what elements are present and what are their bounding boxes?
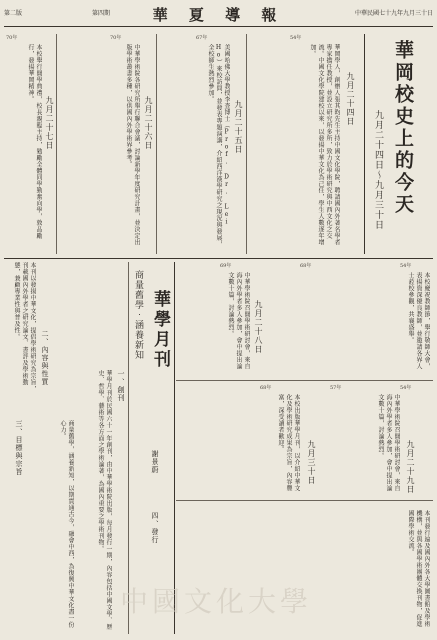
year-tag: 67年 [196,35,208,41]
entry-date: 九月二十五日 [234,100,243,154]
year-tag: 54年 [400,263,412,269]
year-tag: 54年 [290,35,302,41]
magazine-headline: 華學月刊 [150,290,170,370]
entry-text: 中華學術院各研究所舉行聯合會議，討論新學年度研究計畫，並決定出版學術叢書多種，以供國內外學術界參考。 [125,44,140,246]
watermark: 中國文化大學 [120,585,313,618]
entry-date: 九月二十六日 [144,96,153,150]
issue-number: 第四期 [92,10,111,17]
section-label: 二、內容與性質 [41,330,49,386]
entry-date: 九月二十八日 [254,300,263,354]
masthead: 華 夏 導 報 [152,6,285,24]
entry-text: 本校慶祝教師節，舉行敬師大會，表揚資深優良教師，並邀請各界人士蒞校參觀，共襄盛舉。 [407,272,430,370]
year-tag: 68年 [300,263,312,269]
section-text: 商量舊學，涵養新知，以期貫通古今，融會中西，為復興中華文化盡一份心力。 [59,420,74,628]
feature-date-range: 九月二十四日～九月三十日 [373,110,383,230]
section-label: 四、發行 [151,512,159,544]
section-text: 本刊以發揚中華文化，提倡學術研究為宗旨，刊載國內外學者之研究論文、書評及學術動態，兼顧專業性與普及性。 [13,262,36,392]
feature-title: 華岡校史上的今天 [392,40,414,216]
magazine-author: 謝景蔚 [151,450,159,474]
year-tag: 68年 [260,385,272,391]
year-tag: 70年 [6,35,18,41]
entry-date: 九月二十四日 [346,72,355,126]
page-label: 第二版 [4,10,23,17]
year-tag: 54年 [400,385,412,391]
magazine-tagline: 商量舊學‧涵養新知 [133,270,143,360]
entry-date: 九月二十九日 [406,440,415,494]
page-header [4,4,433,27]
entry-date: 九月二十七日 [45,96,54,150]
year-tag: 57年 [330,385,342,391]
entry-text: 本校舉行開學典禮，校長親臨主持，勉勵全體同學勤奮向學，敦品勵行，發揚華岡精神。 [27,44,42,239]
publication-date: 中華民國七十九年九月三十日 [354,10,433,17]
entry-text: 本校出版華學月刊，以介紹中華文化及學術研究成果為宗旨，內容豐富，深受讀者歡迎。 [277,394,300,492]
section-label: 三、目標與宗旨 [15,420,23,476]
entry-text: 美國哈佛大學教授李查博士（Prof. Dr. Lei Ho）來校訪問，並發表專題演講，介紹西洋漢學研究之現況與發展，全校師生熱烈參加。 [207,44,230,248]
year-tag: 70年 [110,35,122,41]
entry-text: 中華學術院召開學術研討會，來自海內外學者多人參加，會中提出論文數十篇，討論熱烈。 [377,394,400,492]
section-text: 華學月刊於民國六十一年創刊，由中華學術院出版，每月發行一期，內容包括中國文學、歷史、哲學、藝術等各方面之學術論著，為國內重要之學術刊物。 [97,370,112,630]
section-label: 一、創刊 [117,370,125,402]
entry-text: 華岡學人，創辦人張其昀先生主持中國文化學院，聘請國內外著名學者專家擔任教授，並設立研究所多所，致力於學術研究與中西文化之交流。中國文化學院建校以來，以發揚中華文化為己任，學生人數逐年增加。 [309,44,340,246]
entry-date: 九月三十日 [307,440,316,485]
section-text: 本刊發行遍及國內外各大學圖書館及學術機構，並與各國學術團體交換刊物，促進國際學術交流。 [407,510,430,627]
entry-text-cont: 中華學術院召開學術研討會，來自海內外學者多人參加，會中提出論文數十篇，討論熱烈。 [227,272,250,370]
year-tag: 69年 [220,263,232,269]
